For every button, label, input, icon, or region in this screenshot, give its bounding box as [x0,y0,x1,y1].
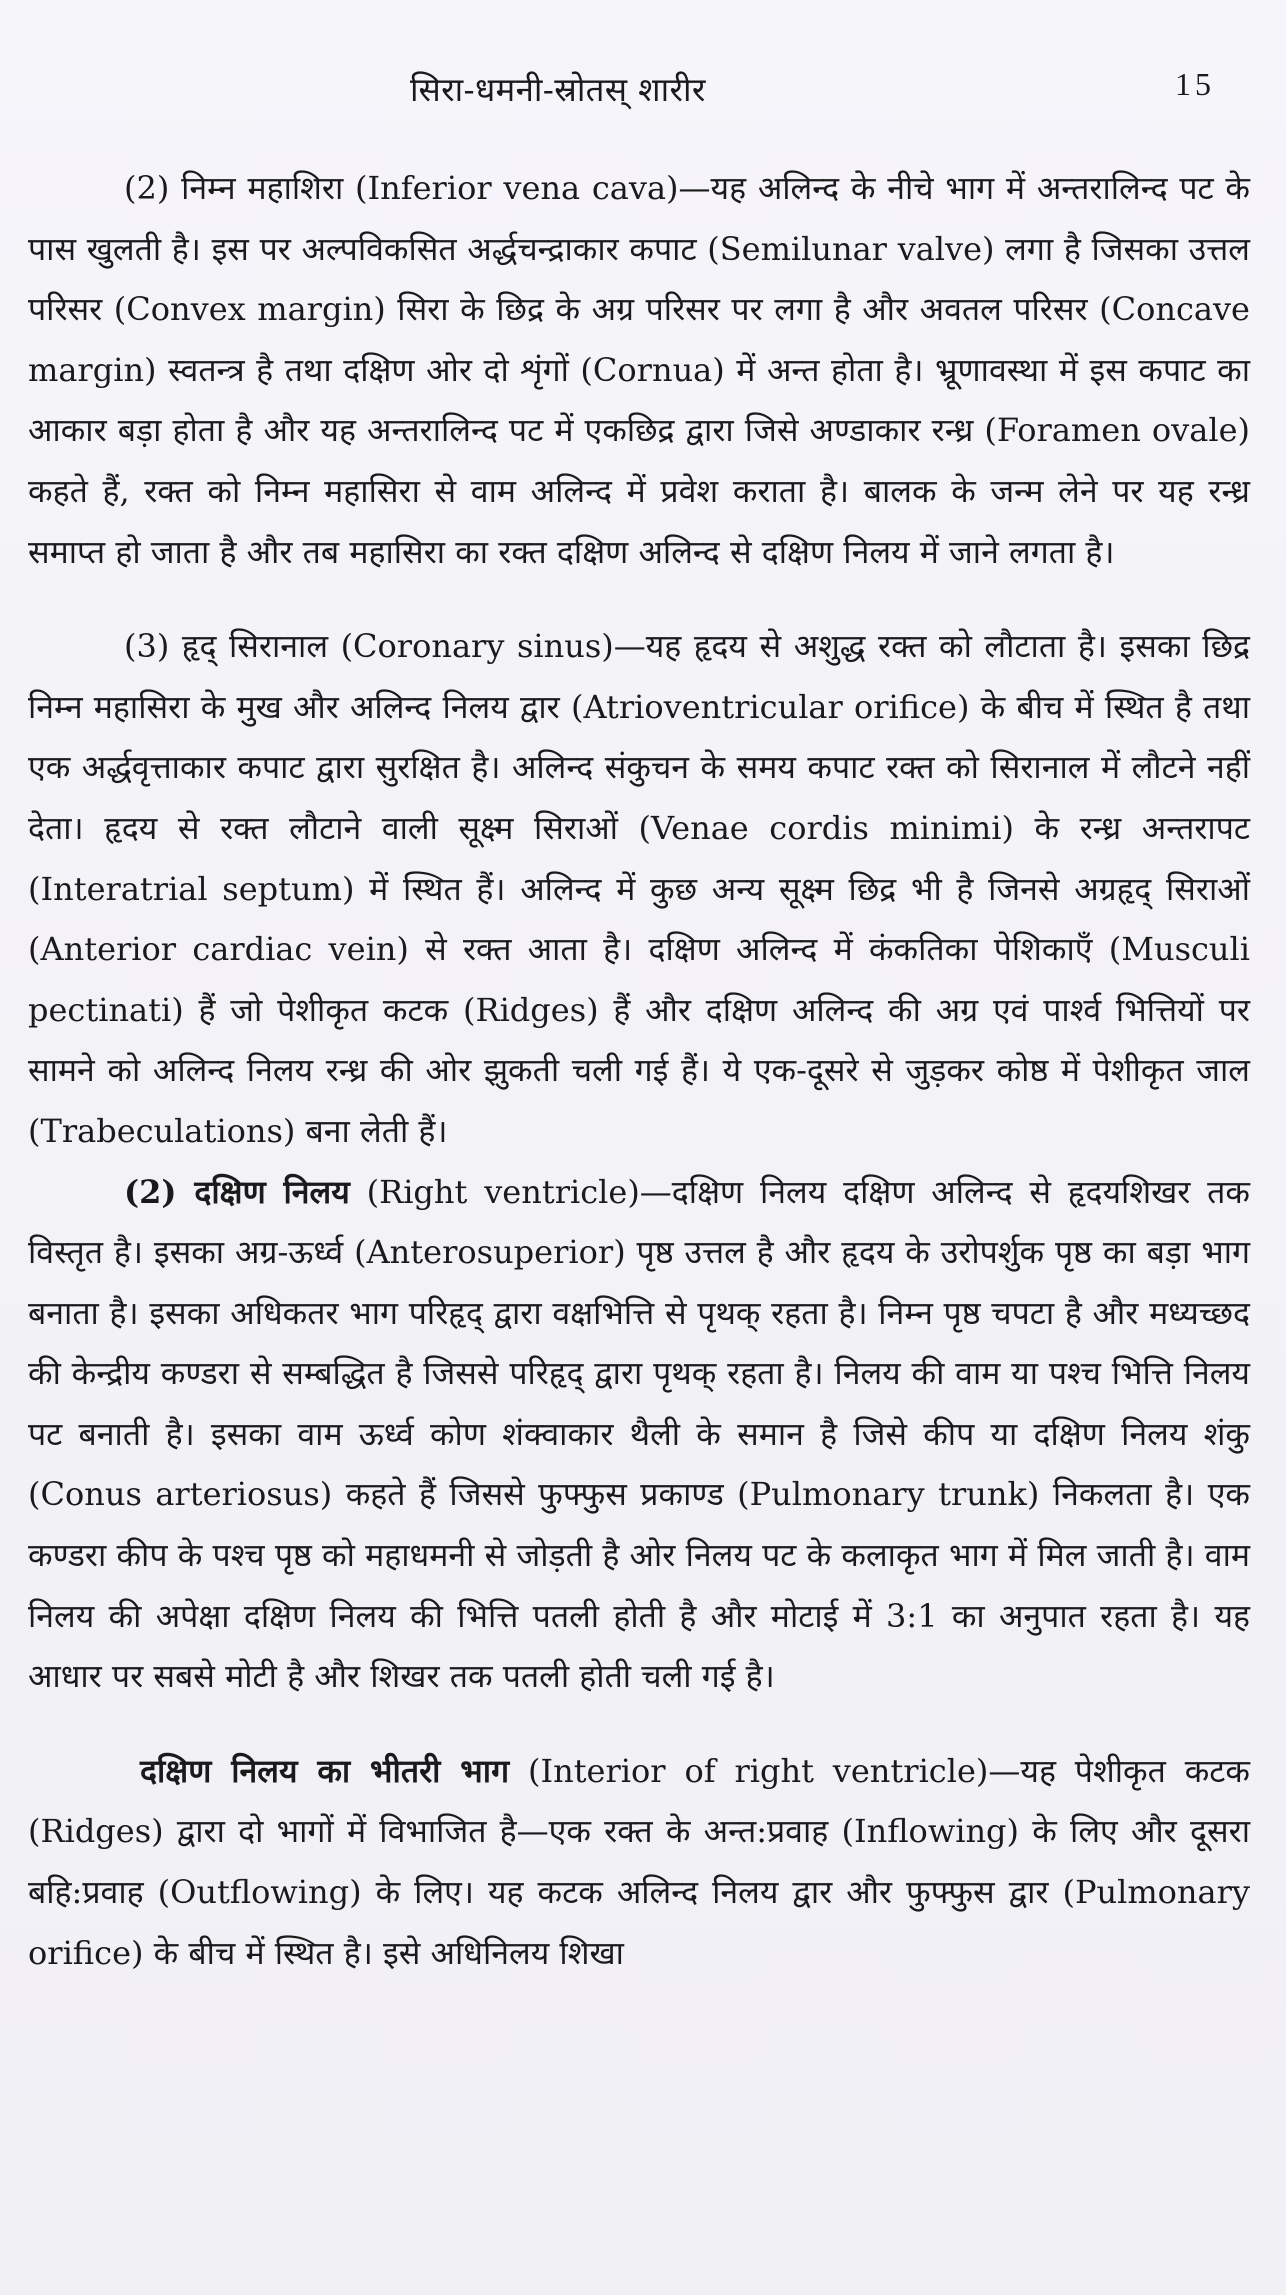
section-heading-interior-right-ventricle: दक्षिण निलय का भीतरी भाग [140,1751,510,1790]
paragraph-text: (3) हृद् सिरानाल (Coronary sinus)—यह हृदय से अशुद्ध रक्त को लौटाता है। इसका छिद्र निम्न महासिरा के मुख और अलिन्द निलय द्वार (Atrioventricular orifice) के बीच में स्थित है तथा एक अर्द्धवृत्ताकार कपाट द्वारा सुरक्षित है। अलिन्द संकुचन के समय कपाट रक्त को सिरानाल में लौटने नहीं देता। हृदय से रक्त लौटाने वाली सूक्ष्म सिराओं (Venae cordis minimi) के रन्ध्र अन्तरापट (Interatrial septum) में स्थित हैं। अलिन्द में कुछ अन्य सूक्ष्म छिद्र भी है जिनसे अग्रहृद् सिराओं (Anterior cardiac vein) से रक्त आता है। दक्षिण अलिन्द में कंकतिका पेशिकाएँ (Musculi pectinati) हैं जो पेशीकृत कटक (Ridges) हैं और दक्षिण अलिन्द की अग्र एवं पार्श्व भित्तियों पर सामने को अलिन्द निलय रन्ध्र की ओर झुकती चली गई हैं। ये एक-दूसरे से जुड़कर कोष्ठ में पेशीकृत जाल (Trabeculations) बना लेती हैं। [28,627,1250,1150]
running-head [0,66,1286,122]
paragraph-right-ventricle [28,1162,1250,1707]
body-text [28,158,1250,1983]
paragraph-text: (2) निम्न महाशिरा (Inferior vena cava)—यह अलिन्द के नीचे भाग में अन्तरालिन्द पट के पास खुलती है। इस पर अल्पविकसित अर्द्धचन्द्राकार कपाट (Semilunar valve) लगा है जिसका उत्तल परिसर (Convex margin) सिरा के छिद्र के अग्र परिसर पर लगा है और अवतल परिसर (Concave margin) स्वतन्त्र है तथा दक्षिण ओर दो शृंगों (Cornua) में अन्त होता है। भ्रूणावस्था में इस कपाट का आकार बड़ा होता है और यह अन्तरालिन्द पट में एकछिद्र द्वारा जिसे अण्डाकार रन्ध्र (Foramen ovale) कहते हैं, रक्त को निम्न महासिरा से वाम अलिन्द में प्रवेश कराता है। बालक के जन्म लेने पर यह रन्ध्र समाप्त हो जाता है और तब महासिरा का रक्त दक्षिण अलिन्द से दक्षिण निलय में जाने लगता है। [28,169,1250,571]
running-title: सिरा-धमनी-स्रोतस् शारीर [410,70,706,109]
paragraph-interior-right-ventricle [28,1741,1250,1983]
section-heading-right-ventricle: (2) दक्षिण निलय [124,1172,350,1211]
page-number: 15 [1175,66,1215,102]
paragraph-text: (Interior of right ventricle)—यह पेशीकृत कटक (Ridges) द्वारा दो भागों में विभाजित है—एक रक्त के अन्त:प्रवाह (Inflowing) के लिए और दूसरा बहि:प्रवाह (Outflowing) के लिए। यह कटक अलिन्द निलय द्वार और फुफ्फुस द्वार (Pulmonary orifice) के बीच में स्थित है। इसे अधिनिलय शिखा [28,1751,1251,1972]
paragraph-coronary-sinus [28,616,1250,1161]
paragraph-text: (Right ventricle)—दक्षिण निलय दक्षिण अलिन्द से हृदयशिखर तक विस्तृत है। इसका अग्र-ऊर्ध्व (Anterosuperior) पृष्ठ उत्तल है और हृदय के उरोपर्शुक पृष्ठ का बड़ा भाग बनाता है। इसका अधिकतर भाग परिहृद् द्वारा वक्षभित्ति से पृथक् रहता है। निम्न पृष्ठ चपटा है और मध्यच्छद की केन्द्रीय कण्डरा से सम्बद्धित है जिससे परिहृद् द्वारा पृथक् रहता है। निलय की वाम या पश्च भित्ति निलय पट बनाती है। इसका वाम ऊर्ध्व कोण शंक्वाकार थैली के समान है जिसे कीप या दक्षिण निलय शंकु (Conus arteriosus) कहते हैं जिससे फुफ्फुस प्रकाण्ड (Pulmonary trunk) निकलता है। एक कण्डरा कीप के पश्च पृष्ठ को महाधमनी से जोड़ती है ओर निलय पट के कलाकृत भाग में मिल जाती है। वाम निलय की अपेक्षा दक्षिण निलय की भित्ति पतली होती है और मोटाई में 3:1 का अनुपात रहता है। यह आधार पर सबसे मोटी है और शिखर तक पतली होती चली गई है। [28,1172,1250,1696]
paragraph-inferior-vena-cava [28,158,1250,582]
